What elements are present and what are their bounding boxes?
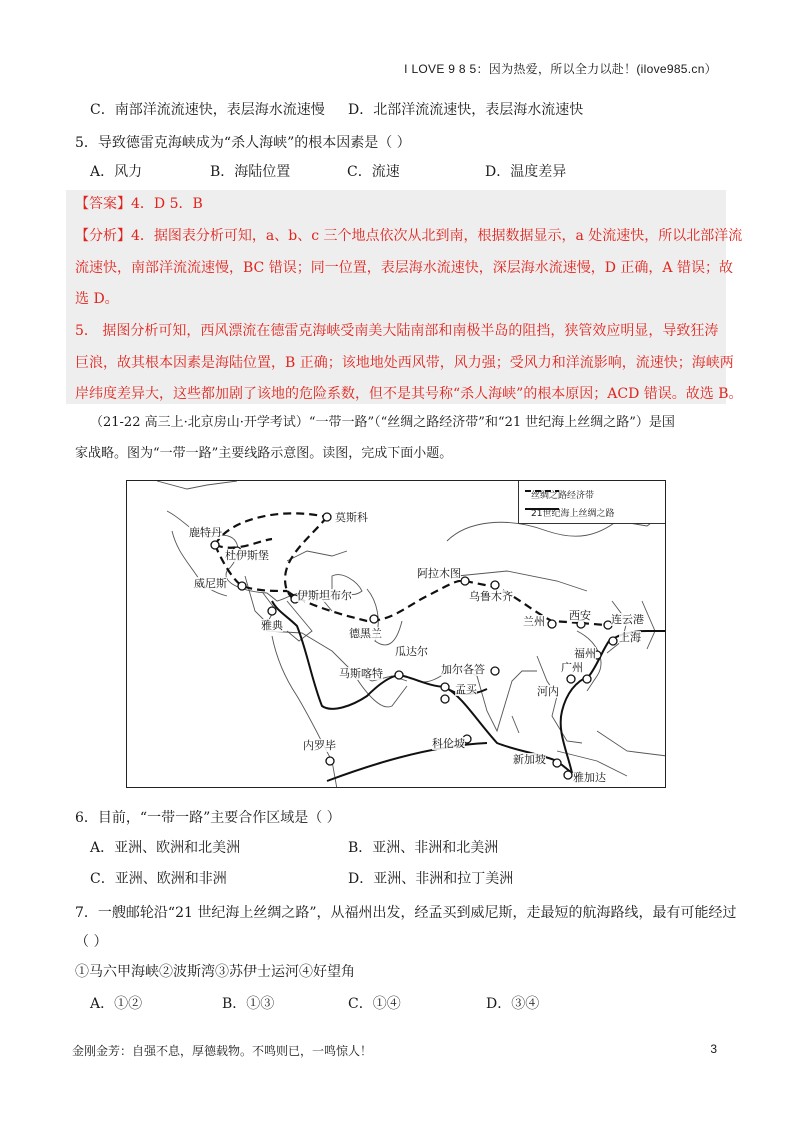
q7-items: ①马六甲海峡②波斯湾③苏伊士运河④好望角 bbox=[75, 964, 355, 980]
q7-option-b: B．①③ bbox=[222, 996, 275, 1012]
city-moscow: 莫斯科 bbox=[335, 511, 368, 524]
route-land-duisburg bbox=[215, 539, 272, 548]
page-header: I LOVE 9 8 5：因为热爱，所以全力以赴！(ilove985.cn） bbox=[404, 62, 717, 76]
city-shanghai: 上海 bbox=[619, 631, 641, 644]
q7-options bbox=[90, 994, 539, 1014]
q6-options-row-2 bbox=[90, 869, 513, 889]
city-gwadar: 瓜达尔 bbox=[395, 645, 428, 658]
intro-line-1: （21-22 高三上·北京房山·开学考试）“一带一路”（“丝绸之路经济带”和“21 世纪海上丝绸之路”）是国 bbox=[90, 415, 675, 430]
city-urumqi: 乌鲁木齐 bbox=[469, 590, 513, 603]
page-number: 3 bbox=[710, 1042, 717, 1056]
q7-stem: 7．一艘邮轮沿“21 世纪海上丝绸之路”，从福州出发，经孟买到威尼斯，走最短的航海路线，最有可能经过 bbox=[75, 905, 737, 921]
city-nairobi: 内罗毕 bbox=[303, 739, 336, 752]
analysis-line-4: 5． 据图分析可知，西风漂流在德雷克海峡受南美大陆南部和南极半岛的阻挡，狭管效应明显，导致狂涛 bbox=[75, 323, 719, 339]
q7-option-a: A．①② bbox=[90, 996, 143, 1012]
city-rotterdam: 鹿特丹 bbox=[189, 526, 222, 539]
answer-line: 【答案】4．D 5．B bbox=[75, 196, 203, 212]
legend-land-label: 丝绸之路经济带 bbox=[531, 491, 595, 501]
q5-options bbox=[90, 162, 566, 182]
legend-land-route bbox=[525, 488, 594, 501]
belt-road-map bbox=[126, 480, 666, 788]
q4-option-c: C．南部洋流流速快，表层海水流速慢 bbox=[90, 102, 325, 118]
legend-sea-label: 21世纪海上丝绸之路 bbox=[531, 509, 615, 519]
q4-option-d: D．北部洋流流速快，表层海水流速快 bbox=[348, 102, 584, 118]
city-lanzhou: 兰州 bbox=[523, 615, 545, 628]
q5-option-d: D．温度差异 bbox=[485, 164, 567, 180]
analysis-line-3: 选 D。 bbox=[75, 291, 119, 307]
analysis-line-6: 岸纬度差异大，这些都加剧了该地的危险系数，但不是其号称“杀人海峡”的根本原因；ACD 错误。故选 B。 bbox=[75, 386, 743, 402]
q6-option-b: B．亚洲、非洲和北美洲 bbox=[348, 840, 499, 856]
city-xian: 西安 bbox=[569, 609, 591, 622]
footer-motto: 金刚金芳：自强不息，厚德载物。不鸣则已，一鸣惊人！ bbox=[72, 1044, 373, 1058]
city-jakarta: 雅加达 bbox=[573, 771, 606, 784]
city-hanoi: 河内 bbox=[537, 685, 559, 698]
q6-options-row-1 bbox=[90, 838, 498, 858]
city-singapore: 新加坡 bbox=[513, 753, 546, 766]
analysis-line-1: 【分析】4．据图表分析可知，a、b、c 三个地点依次从北到南，根据数据显示，a 处流速快，所以北部洋流 bbox=[75, 228, 743, 244]
q6-stem: 6．目前，“一带一路”主要合作区域是（ ） bbox=[75, 810, 341, 826]
q6-option-d: D．亚洲、非洲和拉丁美洲 bbox=[348, 871, 514, 887]
city-kolkata: 加尔各答 bbox=[441, 663, 485, 676]
city-guangzhou: 广州 bbox=[561, 661, 583, 674]
q7-option-d: D．③④ bbox=[486, 996, 540, 1012]
route-sea-sea bbox=[561, 676, 589, 773]
q6-option-a: A．亚洲、欧洲和北美洲 bbox=[90, 840, 241, 856]
city-istanbul: 伊斯坦布尔 bbox=[297, 589, 352, 602]
city-colombo: 科伦坡 bbox=[432, 737, 465, 750]
city-mumbai: 孟买 bbox=[455, 683, 477, 696]
q5-stem: 5．导致德雷克海峡成为“杀人海峡”的根本因素是（ ） bbox=[75, 135, 411, 151]
map-legend bbox=[518, 481, 665, 524]
city-duisburg: 杜伊斯堡 bbox=[225, 549, 269, 562]
q7-option-c: C．①④ bbox=[348, 996, 401, 1012]
legend-sea-route bbox=[525, 506, 614, 519]
q7-paren: （ ） bbox=[75, 934, 108, 950]
q6-option-c: C．亚洲、欧洲和非洲 bbox=[90, 871, 227, 887]
city-muscat: 马斯喀特 bbox=[339, 667, 383, 680]
city-fuzhou: 福州 bbox=[574, 647, 596, 660]
city-tehran: 德黑兰 bbox=[349, 627, 382, 640]
city-athens: 雅典 bbox=[261, 619, 283, 632]
analysis-line-5: 巨浪，故其根本因素是海陆位置，B 正确；该地地处西风带，风力强；受风力和洋流影响，流速快；海峡两 bbox=[75, 355, 734, 371]
intro-line-2: 家战略。图为“一带一路”主要线路示意图。读图，完成下面小题。 bbox=[75, 446, 453, 461]
analysis-line-2: 流速快，南部洋流流速慢，BC 错误；同一位置，表层海水流速快，深层海水流速慢，D 正确，A 错误；故 bbox=[75, 260, 733, 276]
city-lianyungang: 连云港 bbox=[611, 613, 644, 626]
q5-option-a: A．风力 bbox=[90, 164, 143, 180]
city-almaty: 阿拉木图 bbox=[417, 567, 461, 580]
q5-option-b: B．海陆位置 bbox=[210, 164, 291, 180]
city-venice: 威尼斯 bbox=[194, 577, 227, 590]
q5-option-c: C．流速 bbox=[347, 164, 400, 180]
